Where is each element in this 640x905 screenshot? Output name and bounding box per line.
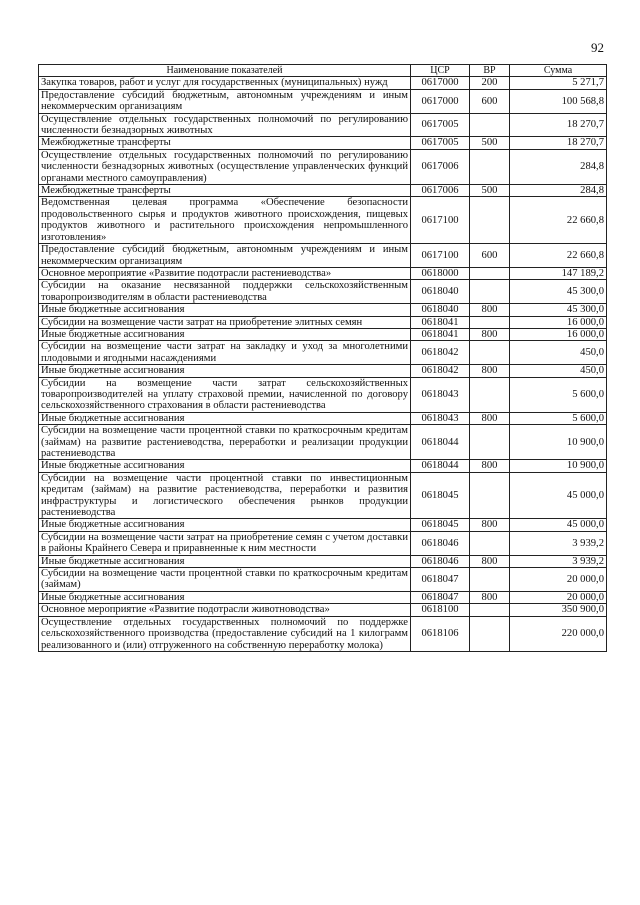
table-row (39, 149, 607, 184)
row-name: Субсидии на возмещение части процентной ставки по инвестиционным кредитам (займам) на развитие растениеводства, переработки и развития инфраструктуры и логистического обеспечения рынков продукции растениеводства (39, 472, 411, 519)
row-sum: 450,0 (510, 365, 607, 377)
row-sum: 3 939,2 (510, 555, 607, 567)
row-sum: 10 900,0 (510, 460, 607, 472)
header-sum: Сумма (510, 65, 607, 77)
row-vr (470, 616, 510, 651)
row-name: Осуществление отдельных государственных полномочий по регулированию численности безнадзорных животных (39, 113, 411, 137)
table-row (39, 113, 607, 137)
row-csr: 0617005 (411, 137, 470, 149)
row-vr: 600 (470, 89, 510, 113)
table-row (39, 531, 607, 555)
header-csr: ЦСР (411, 65, 470, 77)
row-sum: 350 900,0 (510, 604, 607, 616)
row-csr: 0618040 (411, 280, 470, 304)
row-csr: 0618040 (411, 304, 470, 316)
row-vr (470, 425, 510, 460)
row-name: Иные бюджетные ассигнования (39, 412, 411, 424)
row-vr (470, 316, 510, 328)
row-vr: 500 (470, 137, 510, 149)
row-vr (470, 341, 510, 365)
row-vr: 600 (470, 244, 510, 268)
row-sum: 45 000,0 (510, 472, 607, 519)
table-row (39, 591, 607, 603)
row-sum: 5 600,0 (510, 412, 607, 424)
row-csr: 0618044 (411, 460, 470, 472)
row-vr (470, 604, 510, 616)
row-name: Субсидии на возмещение части затрат на закладку и уход за многолетними плодовыми и ягодными насаждениями (39, 341, 411, 365)
row-name: Субсидии на возмещение части затрат сельскохозяйственных товаропроизводителей на уплату страховой премии, начисленной по договору сельскохозяйственного страхования в области растениеводства (39, 377, 411, 412)
row-vr: 800 (470, 365, 510, 377)
row-csr: 0618106 (411, 616, 470, 651)
row-csr: 0617000 (411, 77, 470, 89)
table-row (39, 267, 607, 279)
row-vr: 800 (470, 304, 510, 316)
row-csr: 0617005 (411, 113, 470, 137)
row-csr: 0618043 (411, 377, 470, 412)
table-row (39, 316, 607, 328)
row-vr: 200 (470, 77, 510, 89)
row-csr: 0618041 (411, 316, 470, 328)
table-row (39, 519, 607, 531)
row-name: Иные бюджетные ассигнования (39, 365, 411, 377)
row-csr: 0618043 (411, 412, 470, 424)
row-name: Иные бюджетные ассигнования (39, 555, 411, 567)
row-vr: 800 (470, 412, 510, 424)
row-sum: 284,8 (510, 149, 607, 184)
row-sum: 16 000,0 (510, 316, 607, 328)
row-sum: 18 270,7 (510, 113, 607, 137)
row-sum: 3 939,2 (510, 531, 607, 555)
row-csr: 0618045 (411, 472, 470, 519)
table-row (39, 137, 607, 149)
header-name: Наименование показателей (39, 65, 411, 77)
row-vr: 500 (470, 185, 510, 197)
row-name: Иные бюджетные ассигнования (39, 460, 411, 472)
row-vr (470, 472, 510, 519)
row-name: Предоставление субсидий бюджетным, автономным учреждениям и иным некоммерческим организациям (39, 244, 411, 268)
row-sum: 18 270,7 (510, 137, 607, 149)
table-body (39, 77, 607, 652)
row-sum: 16 000,0 (510, 328, 607, 340)
row-csr: 0617100 (411, 244, 470, 268)
table-row (39, 604, 607, 616)
table-row (39, 89, 607, 113)
row-name: Закупка товаров, работ и услуг для государственных (муниципальных) нужд (39, 77, 411, 89)
row-sum: 22 660,8 (510, 244, 607, 268)
row-name: Субсидии на возмещение части процентной ставки по краткосрочным кредитам (займам) на развитие растениеводства, переработки и реализации продукции растениеводства (39, 425, 411, 460)
budget-table (38, 64, 607, 652)
row-vr (470, 267, 510, 279)
row-csr: 0618046 (411, 555, 470, 567)
row-name: Иные бюджетные ассигнования (39, 519, 411, 531)
row-name: Ведомственная целевая программа «Обеспечение безопасности продовольственного сырья и продуктов животного происхождения, пищевых продуктов животного и растительного происхождения непромышленного изготовления» (39, 197, 411, 244)
row-csr: 0617006 (411, 149, 470, 184)
table-row (39, 425, 607, 460)
row-name: Предоставление субсидий бюджетным, автономным учреждениям и иным некоммерческим организациям (39, 89, 411, 113)
row-vr (470, 377, 510, 412)
table-row (39, 555, 607, 567)
row-name: Основное мероприятие «Развитие подотрасли животноводства» (39, 604, 411, 616)
row-csr: 0617000 (411, 89, 470, 113)
row-sum: 45 300,0 (510, 304, 607, 316)
row-sum: 20 000,0 (510, 591, 607, 603)
row-vr (470, 280, 510, 304)
row-name: Иные бюджетные ассигнования (39, 328, 411, 340)
row-name: Субсидии на возмещение части затрат на приобретение семян с учетом доставки в районы Крайнего Севера и приравненные к ним местности (39, 531, 411, 555)
row-vr (470, 149, 510, 184)
row-vr: 800 (470, 555, 510, 567)
row-name: Субсидии на возмещение части затрат на приобретение элитных семян (39, 316, 411, 328)
header-vr: ВР (470, 65, 510, 77)
table-row (39, 185, 607, 197)
row-sum: 220 000,0 (510, 616, 607, 651)
row-sum: 284,8 (510, 185, 607, 197)
table-row (39, 365, 607, 377)
row-name: Иные бюджетные ассигнования (39, 304, 411, 316)
table-row (39, 280, 607, 304)
row-csr: 0618044 (411, 425, 470, 460)
row-csr: 0618041 (411, 328, 470, 340)
row-sum: 45 300,0 (510, 280, 607, 304)
row-vr: 800 (470, 591, 510, 603)
row-sum: 450,0 (510, 341, 607, 365)
row-csr: 0618046 (411, 531, 470, 555)
row-vr (470, 197, 510, 244)
row-name: Межбюджетные трансферты (39, 185, 411, 197)
row-name: Субсидии на оказание несвязанной поддержки сельскохозяйственным товаропроизводителям в области растениеводства (39, 280, 411, 304)
row-csr: 0618042 (411, 341, 470, 365)
row-csr: 0617100 (411, 197, 470, 244)
table-row (39, 377, 607, 412)
table-row (39, 304, 607, 316)
table-row (39, 341, 607, 365)
row-sum: 100 568,8 (510, 89, 607, 113)
row-vr: 800 (470, 460, 510, 472)
row-csr: 0618045 (411, 519, 470, 531)
row-csr: 0618047 (411, 568, 470, 592)
table-row (39, 616, 607, 651)
row-csr: 0618000 (411, 267, 470, 279)
row-csr: 0617006 (411, 185, 470, 197)
row-vr (470, 568, 510, 592)
row-sum: 10 900,0 (510, 425, 607, 460)
row-name: Иные бюджетные ассигнования (39, 591, 411, 603)
row-sum: 22 660,8 (510, 197, 607, 244)
row-name: Осуществление отдельных государственных полномочий по поддержке сельскохозяйственного производства (предоставление субсидий на 1 килограмм реализованного и (или) отгруженного на собственную переработку молока) (39, 616, 411, 651)
table-row (39, 244, 607, 268)
row-vr (470, 531, 510, 555)
table-row (39, 328, 607, 340)
row-sum: 20 000,0 (510, 568, 607, 592)
row-name: Субсидии на возмещение части процентной ставки по краткосрочным кредитам (займам) (39, 568, 411, 592)
row-sum: 147 189,2 (510, 267, 607, 279)
row-name: Межбюджетные трансферты (39, 137, 411, 149)
table-header-row (39, 65, 607, 77)
table-row (39, 412, 607, 424)
row-sum: 5 600,0 (510, 377, 607, 412)
table-row (39, 77, 607, 89)
table-row (39, 472, 607, 519)
table-row (39, 197, 607, 244)
row-name: Основное мероприятие «Развитие подотрасли растениеводства» (39, 267, 411, 279)
row-sum: 45 000,0 (510, 519, 607, 531)
table-row (39, 568, 607, 592)
row-name: Осуществление отдельных государственных полномочий по регулированию численности безнадзорных животных (осуществление управленческих функций органами местного самоуправления) (39, 149, 411, 184)
row-csr: 0618047 (411, 591, 470, 603)
row-vr: 800 (470, 519, 510, 531)
table-row (39, 460, 607, 472)
page-number: 92 (591, 40, 604, 55)
row-vr: 800 (470, 328, 510, 340)
row-vr (470, 113, 510, 137)
row-csr: 0618100 (411, 604, 470, 616)
row-sum: 5 271,7 (510, 77, 607, 89)
row-csr: 0618042 (411, 365, 470, 377)
